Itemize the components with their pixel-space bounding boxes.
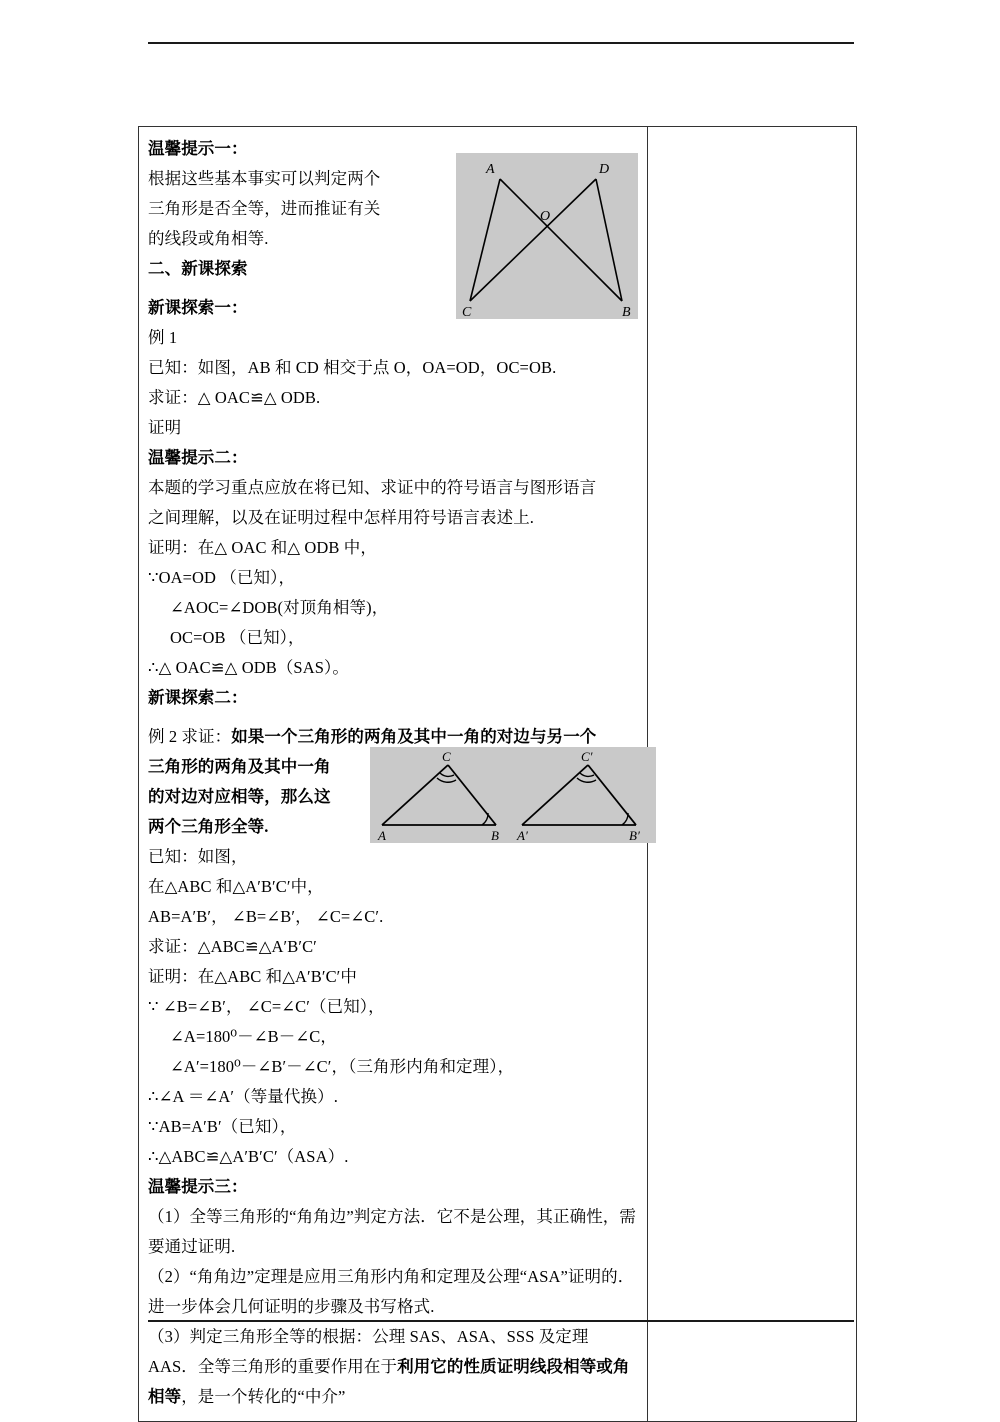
explore1-line-3: 求证：△ OAC≌△ ODB. [148,388,321,407]
figure1-label-B: B [622,305,631,319]
tip2-heading: 温馨提示二： [148,448,248,467]
explore2-heading: 新课探索二： [148,688,248,707]
right-cell-content [648,127,856,143]
tip2-line-3: 证明：在△ OAC 和△ ODB 中， [148,538,377,557]
tip2-line-1: 本题的学习重点应放在将已知、求证中的符号语言与图形语言 [148,478,597,497]
intersecting-segments-diagram [456,153,638,319]
left-cell-content [139,127,647,1421]
figure2-svg [370,747,656,843]
tip1-line-3: 的线段或角相等. [148,229,269,248]
figure2-label-A-prime: A′ [517,828,528,843]
tip1-line-2: 三角形是否全等，进而推证有关 [148,199,381,218]
figure1-label-D: D [599,162,610,177]
explore2-given-line-10: ∵AB=A′B′（已知）， [148,1117,297,1136]
section-heading-new-lesson: 二、新课探索 [148,259,248,278]
figure2-label-B-prime: B′ [629,828,640,843]
explore2-given-line-4: 求证：△ABC≌△A′B′C′ [148,937,317,956]
tip2-line-7: ∴△ OAC≌△ ODB（SAS）。 [148,658,349,677]
two-congruent-triangles-diagram [370,747,656,843]
tip1-line-1: 根据这些基本事实可以判定两个 [148,169,381,188]
tip3-item-3-pre: （3）判定三角形全等的根据：公理 SAS、ASA、SSS 及定理 AAS．全等三角形的重要作用在于 [148,1327,589,1376]
explore2-given-line-8: ∠A′=180⁰－∠B′－∠C′，（三角形内角和定理）， [170,1057,515,1076]
explore2-given-line-1: 已知：如图， [148,847,248,866]
figure2-label-C: C [442,749,451,764]
explore1-heading: 新课探索一： [148,298,248,317]
tip2-line-2: 之间理解，以及在证明过程中怎样用符号语言表述上. [148,508,535,527]
figure2-label-C-prime: C′ [581,749,593,764]
explore2-given-line-9: ∴∠A ＝∠A′（等量代换）. [148,1087,338,1106]
tip3-item-2: （2）“角角边”定理是应用三角形内角和定理及公理“ASA”证明的．进一步体会几何证明的步骤及书写格式. [148,1267,635,1316]
tip3-item-1: （1）全等三角形的“角角边”判定方法．它不是公理，其正确性，需要通过证明. [148,1207,636,1256]
tip2-line-6: OC=OB （已知）， [170,628,305,647]
explore2-given-line-2: 在△ABC 和△A′B′C′中， [148,877,324,896]
table-row [139,127,857,1422]
table-cell-right [648,127,857,1422]
figure1-label-C: C [462,305,472,319]
figure1-label-O: O [540,209,551,224]
figure1-svg [456,153,638,319]
figure2-label-A: A [378,828,386,843]
figure1-label-A: A [486,162,495,177]
explore2-given-line-5: 证明：在△ABC 和△A′B′C′中 [148,967,357,986]
figure2-label-B: B [491,828,499,843]
footer-rule [148,1320,854,1322]
tip3-item-3 [148,1322,637,1412]
explore2-prompt-line-3: 的对边对应相等，那么这 [148,787,331,806]
explore2-prompt-line-2: 三角形的两角及其中一角 [148,757,331,776]
tip3-heading: 温馨提示三： [148,1177,248,1196]
explore1-line-4: 证明 [148,418,182,437]
table-cell-left [139,127,648,1422]
content-table [138,126,857,1422]
tip3-item-3-bold: 利用它的性质证明线段相等或角相等 [148,1357,630,1406]
tip1-heading: 温馨提示一： [148,139,248,158]
explore2-given-line-3: AB=A′B′， ∠B=∠B′， ∠C=∠C′. [148,907,384,926]
explore2-given-line-6: ∵ ∠B=∠B′， ∠C=∠C′（已知）， [148,997,385,1016]
tip2-line-5: ∠AOC=∠DOB(对顶角相等)， [170,598,389,617]
explore2-prompt-bold-1: 如果一个三角形的两角及其中一角的对边与另一个 [231,727,597,746]
explore2-given-line-11: ∴△ABC≌△A′B′C′（ASA）. [148,1147,349,1166]
tip3-item-3-post: ，是一个转化的“中介” [181,1387,346,1406]
explore1-line-1: 例 1 [148,328,178,347]
tip2-line-4: ∵OA=OD （已知）， [148,568,296,587]
explore2-given-line-7: ∠A=180⁰－∠B－∠C， [170,1027,337,1046]
header-rule [148,42,854,44]
explore2-prompt-line-4: 两个三角形全等. [148,817,269,836]
explore2-prompt-label: 例 2 求证： [148,727,232,746]
explore1-line-2: 已知：如图，AB 和 CD 相交于点 O，OA=OD，OC=OB. [148,358,557,377]
